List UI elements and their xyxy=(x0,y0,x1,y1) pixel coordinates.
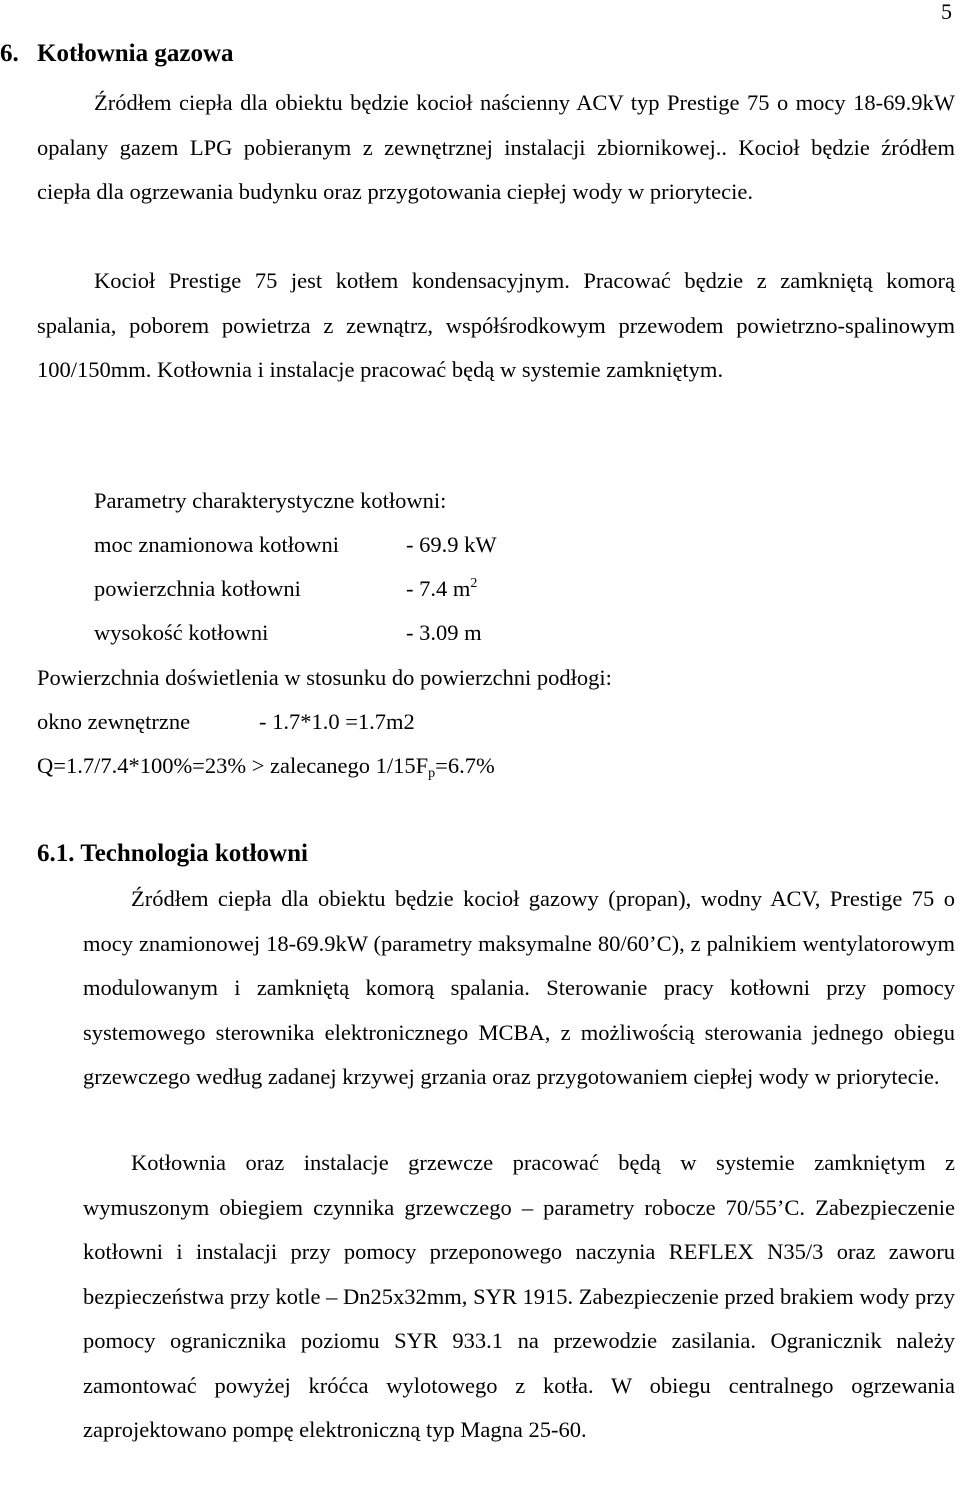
parameter-row xyxy=(94,567,694,611)
subsection-number: 6.1. xyxy=(37,840,75,867)
parameter-row xyxy=(94,611,694,655)
subsection-title: Technologia kotłowni xyxy=(80,840,308,867)
parameter-label: moc znamionowa kotłowni xyxy=(94,532,339,557)
subsection-paragraph-1: Źródłem ciepła dla obiektu będzie kocioł gazowy (propan), wodny ACV, Prestige 75 o mocy znamionowej 18-69.9kW (parametry maksymalne 80/60’C), z palnikiem wentylatorowym modulowanym i zamkniętą komorą spalania. Sterowanie pracy kotłowni przy pomocy systemowego sterownika elektronicznego MCBA, z możliwością sterowania jednego obiegu grzewczego według zadanej krzywej grzania oraz przygotowaniem ciepłej wody w priorytecie. xyxy=(83,886,955,1089)
subsection-paragraph-2: Kotłownia oraz instalacje grzewcze pracować będą w systemie zamkniętym z wymuszonym obiegiem czynnika grzewczego – parametry robocze 70/55’C. Zabezpieczenie kotłowni i instalacji przy pomocy przeponowego naczynia REFLEX N35/3 oraz zaworu bezpieczeństwa przy kotle – Dn25x32mm, SYR 1915. Zabezpieczenie przed brakiem wody przy pomocy ogranicznika poziomu SYR 933.1 na przewodzie zasilania. Ogranicznik należy zamontować powyżej króćca wylotowego z kotła. W obiegu centralnego ogrzewania zaprojektowano pompę elektroniczną typ Magna 25-60. xyxy=(83,1150,955,1442)
parameter-label: wysokość kotłowni xyxy=(94,620,269,645)
subsection-heading xyxy=(37,840,308,868)
parameter-value xyxy=(406,567,477,612)
parameter-value: - 3.09 m xyxy=(406,620,482,645)
parameter-row xyxy=(94,523,694,567)
ratio-text: Q=1.7/7.4*100%=23% > zalecanego 1/15F xyxy=(37,753,429,778)
window-label: okno zewnętrzne xyxy=(37,709,191,734)
parameters-title: Parametry charakterystyczne kotłowni: xyxy=(94,488,447,513)
lighting-title: Powierzchnia doświetlenia w stosunku do powierzchni podłogi: xyxy=(37,665,612,690)
ratio-result: =6.7% xyxy=(435,753,495,778)
superscript: 2 xyxy=(470,576,478,591)
section-paragraph-2: Kocioł Prestige 75 jest kotłem kondensacyjnym. Pracować będzie z zamkniętą komorą spalania, poborem powietrza z zewnątrz, współśrodkowym przewodem powietrzno-spalinowym 100/150mm. Kotłownia i instalacje pracować będą w systemie zamkniętym. xyxy=(37,268,955,382)
section-number: 6. xyxy=(0,40,19,67)
window-value: - 1.7*1.0 =1.7m2 xyxy=(259,709,415,734)
subscript: p xyxy=(428,766,436,781)
parameter-value-text: - 7.4 m xyxy=(406,576,471,601)
section-paragraph-1: Źródłem ciepła dla obiektu będzie kocioł naścienny ACV typ Prestige 75 o mocy 18-69.9kW opalany gazem LPG pobieranym z zewnętrznej instalacji zbiornikowej.. Kocioł będzie źródłem ciepła dla ogrzewania budynku oraz przygotowania ciepłej wody w priorytecie. xyxy=(37,90,955,204)
lighting-ratio xyxy=(37,744,495,789)
parameter-value: - 69.9 kW xyxy=(406,532,497,557)
parameter-label: powierzchnia kotłowni xyxy=(94,576,301,601)
window-row xyxy=(37,700,637,744)
section-title: Kotłownia gazowa xyxy=(37,40,234,67)
page-number: 5 xyxy=(941,0,952,24)
